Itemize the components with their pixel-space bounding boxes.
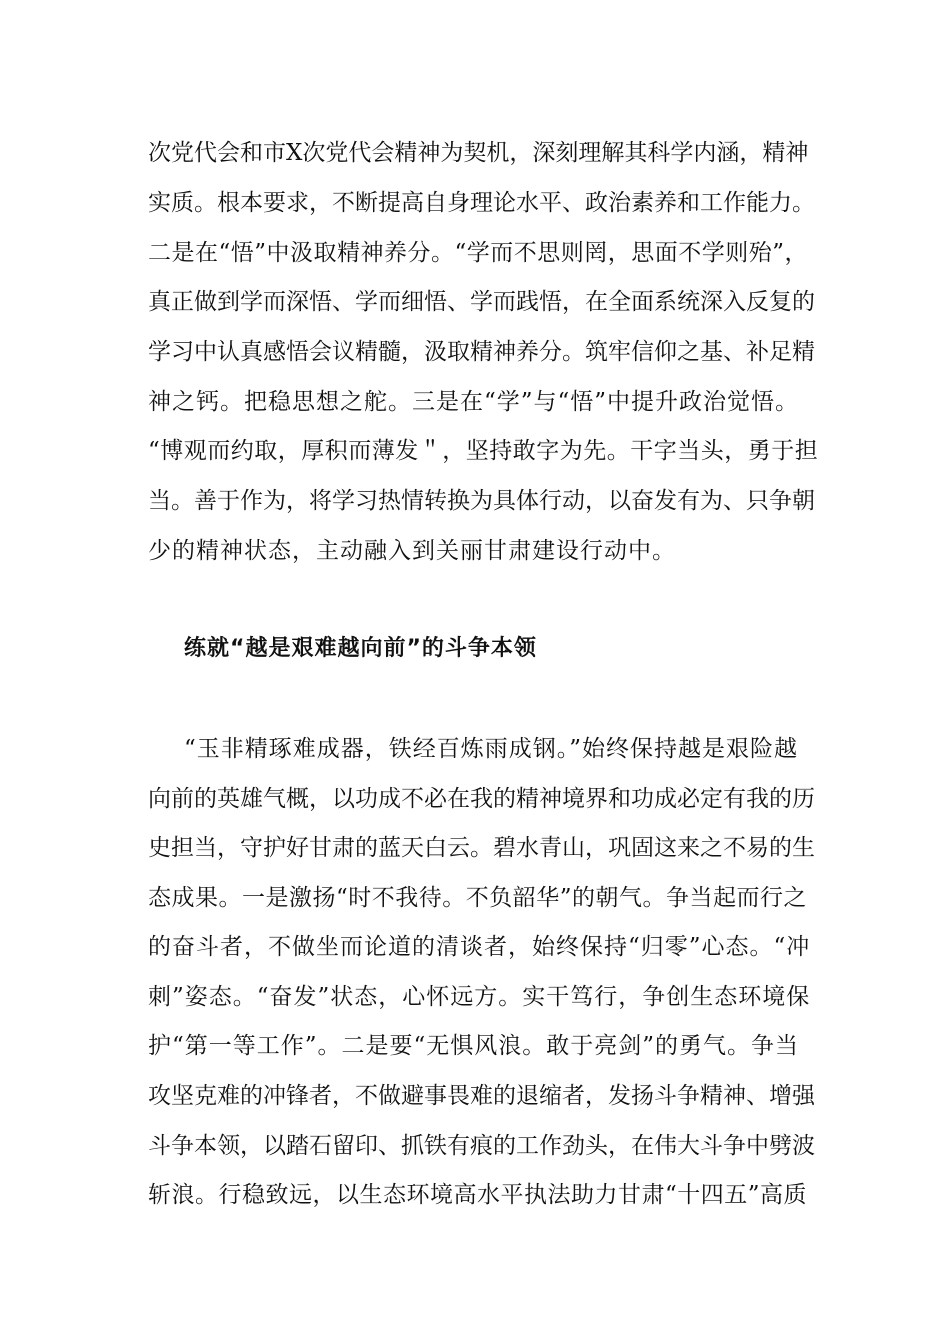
paragraph-line: 斗争本领，以踏石留印、抓铁有痕的工作劲头，在伟大斗争中劈波 [148, 1133, 815, 1159]
paragraph-line: 次党代会和市X次党代会精神为契机，深刻理解其科学内涵，精神 [148, 140, 809, 166]
paragraph-line: 刺”姿态。“奋发”状态，心怀远方。实干笃行，争创生态环境保 [148, 984, 811, 1010]
paragraph-line: 当。善于作为，将学习热情转换为具体行动，以奋发有为、只争朝 [148, 488, 815, 514]
paragraph-line: 实质。根本要求，不断提高自身理论水平、政治素养和工作能力。 [148, 190, 815, 216]
paragraph-line: “博观而约取，厚积而薄发＂，坚持敢字为先。干字当头，勇于担 [148, 438, 819, 464]
paragraph-line: 少的精神状态，主动融入到关丽甘肃建设行动中。 [148, 538, 676, 564]
paragraph-line: 斩浪。行稳致远，以生态环境高水平执法助力甘肃“十四五”高质 [148, 1182, 808, 1208]
paragraph-line: 态成果。一是激扬“时不我待。不负韶华”的朝气。争当起而行之 [148, 885, 808, 911]
paragraph-line: 护“第一等工作”。二是要“无惧风浪。敢于亮剑”的勇气。争当 [148, 1033, 800, 1059]
paragraph-line: 向前的英雄气概，以功成不必在我的精神境界和功成必定有我的历 [148, 786, 815, 812]
paragraph-line: 神之钙。把稳思想之舵。三是在“学”与“悟”中提升政治觉悟。 [148, 389, 800, 415]
section-heading: 练就“越是艰难越向前”的斗争本领 [184, 636, 537, 661]
paragraph-line: 真正做到学而深悟、学而细悟、学而践悟，在全面系统深入反复的 [148, 289, 815, 315]
paragraph-line: 学习中认真感悟会议精髓，汲取精神养分。筑牢信仰之基、补足精 [148, 339, 815, 365]
paragraph-line: 的奋斗者，不做坐而论道的清谈者，始终保持“归零”心态。“冲 [148, 934, 811, 960]
paragraph-line: 攻坚克难的冲锋者，不做避事畏难的退缩者，发扬斗争精神、增强 [148, 1083, 815, 1109]
paragraph-line: “玉非精琢难成器，铁经百炼雨成钢。”始终保持越是艰险越 [184, 736, 799, 762]
paragraph-line: 二是在“悟”中汲取精神养分。“学而不思则罔，思面不学则殆”， [148, 240, 809, 266]
paragraph-line: 史担当，守护好甘肃的蓝天白云。碧水青山，巩固这来之不易的生 [148, 835, 815, 861]
